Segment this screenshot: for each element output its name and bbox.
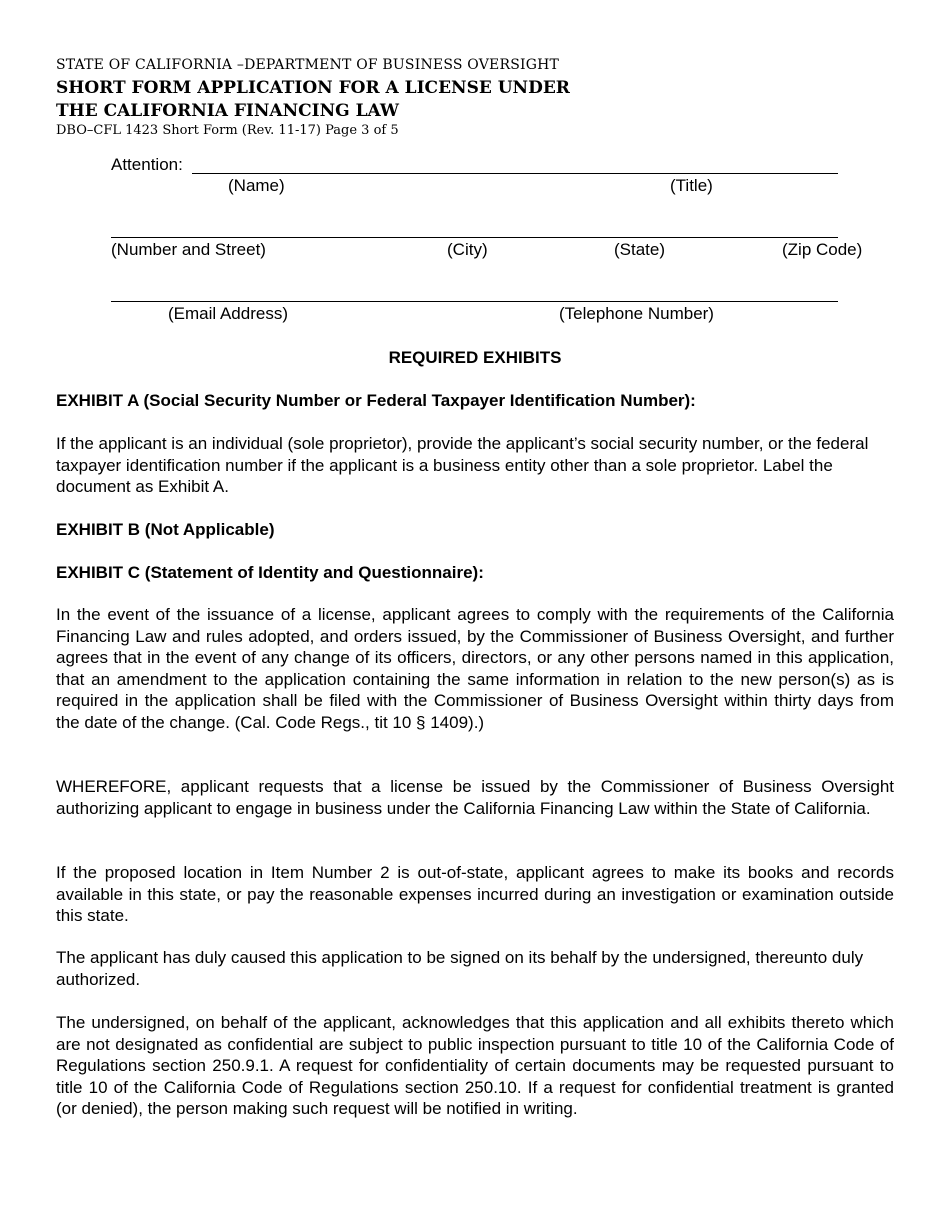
name-caption: (Name) [228,176,285,195]
email-phone-input-line[interactable] [111,301,838,302]
out-of-state-paragraph: If the proposed location in Item Number 2 is out-of-state, applicant agrees to make its books and records available in this state, or pay the reasonable expenses incurred during an investigation or examination outside this state. [56,863,894,926]
exhibit-c-text: In the event of the issuance of a license, applicant agrees to comply with the requirements of the California Financing Law and rules adopted, and orders issued, by the Commissioner of Business Oversight, and further agrees that in the event of any change of its officers, directors, or any other persons named in this application, that an amendment to the application containing the same information in relation to the new person(s) as is required in the application shall be filed with the Commissioner of Business Oversight within thirty days from the date of the change. (Cal. Code Regs., tit 10 § 1409).) [56,605,894,732]
form-title-line2: THE CALIFORNIA FINANCING LAW [56,101,399,121]
form-identifier: DBO–CFL 1423 Short Form (Rev. 11-17) Page 3 of 5 [56,123,399,138]
agency-name: STATE OF CALIFORNIA –DEPARTMENT OF BUSINESS OVERSIGHT [56,57,560,73]
required-exhibits-heading: REQUIRED EXHIBITS [388,348,562,367]
signed-paragraph: The applicant has duly caused this application to be signed on its behalf by the undersigned, thereunto duly authorized. [56,948,864,989]
address-input-line[interactable] [111,237,838,238]
exhibit-a-text: If the applicant is an individual (sole proprietor), provide the applicant’s social security number, or the federal taxpayer identification number if the applicant is a business entity other than a sole proprietor. Label the document as Exhibit A. [56,434,869,497]
confidentiality-paragraph: The undersigned, on behalf of the applicant, acknowledges that this application and all exhibits thereto which are not designated as confidential are subject to public inspection pursuant to title 10 of the California Code of Regulations section 250.9.1. A request for confidentiality of certain documents may be requested pursuant to title 10 of the California Code of Regulations section 250.10. If a request for confidential treatment is granted (or denied), the person making such request will be notified in writing. [56,1013,894,1119]
state-caption: (State) [614,240,666,259]
phone-caption: (Telephone Number) [559,304,714,323]
street-caption: (Number and Street) [111,240,266,259]
exhibit-c-heading: EXHIBIT C (Statement of Identity and Questionnaire): [56,563,484,582]
attention-input-line[interactable] [192,173,838,174]
title-caption: (Title) [670,176,713,195]
exhibit-b-heading: EXHIBIT B (Not Applicable) [56,520,275,539]
exhibit-a-heading: EXHIBIT A (Social Security Number or Federal Taxpayer Identification Number): [56,391,696,410]
city-caption: (City) [447,240,488,259]
wherefore-paragraph: WHEREFORE, applicant requests that a license be issued by the Commissioner of Business Oversight authorizing applicant to engage in business under the California Financing Law within the State of California. [56,777,894,818]
attention-label: Attention: [111,155,183,174]
form-title-line1: SHORT FORM APPLICATION FOR A LICENSE UNDER [56,78,570,98]
zip-caption: (Zip Code) [782,240,863,259]
email-caption: (Email Address) [168,304,288,323]
